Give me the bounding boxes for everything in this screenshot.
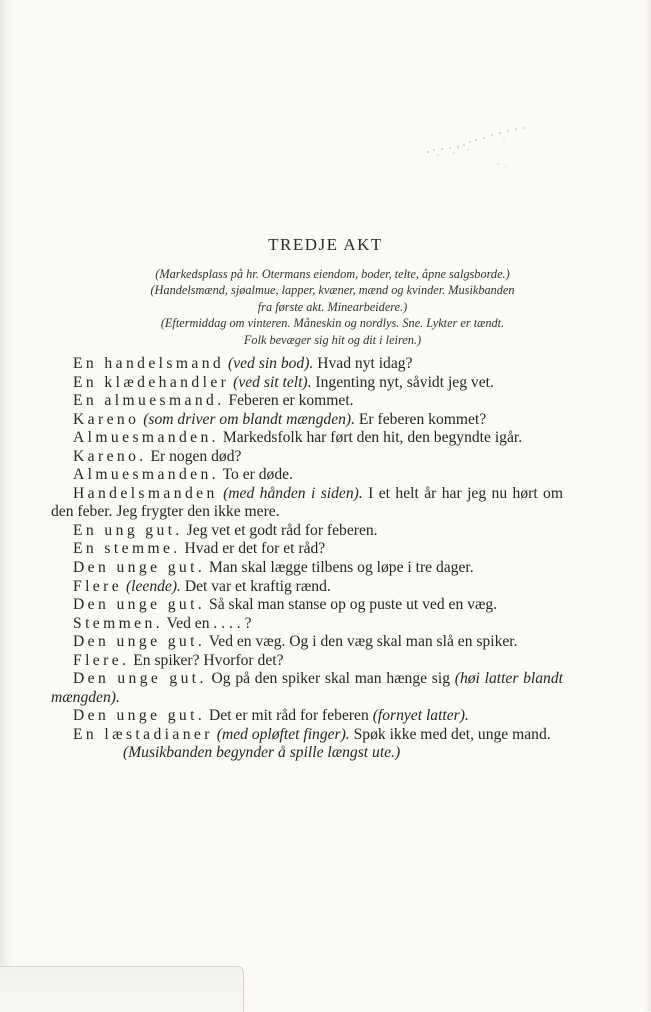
dialogue-line [51, 540, 563, 559]
stage-direction: (høi latter blandt mængden). [51, 670, 563, 706]
dialogue-line [51, 355, 563, 374]
dialogue-line [51, 411, 563, 430]
dialogue-line [51, 392, 563, 411]
line-text: I et helt år har jeg nu hørt om den feber. Jeg frygter den ikke mere. [51, 484, 563, 521]
dialogue-line [51, 578, 563, 597]
speaker: Den unge gut. [73, 707, 206, 725]
line-text: Det var et kraftig rænd. [180, 577, 331, 595]
line-text: Og på den spiker skal man hænge sig [206, 670, 450, 688]
stage-direction: (ved sit telt). [233, 373, 312, 391]
dialogue-line [51, 448, 563, 467]
line-text: Ingenting nyt, såvidt jeg vet. [311, 373, 494, 391]
page-spine-shadow [0, 0, 14, 1011]
speaker: Almuesmanden. [73, 466, 219, 484]
dialogue-line [51, 559, 563, 578]
speaker: Den unge gut. [73, 633, 206, 651]
speaker: En klædehandler [73, 373, 230, 391]
speaker: Kareno. [73, 447, 147, 465]
line-text: Er feberen kommet? [355, 410, 487, 428]
stage-direction: (ved sin bod). [228, 355, 314, 372]
dialogue-line [51, 726, 563, 745]
dialogue-line [51, 466, 563, 485]
dialogue-text [51, 355, 563, 763]
faint-ink-mark [398, 120, 538, 180]
line-text: Feberen er kommet. [224, 392, 354, 410]
speaker: En læstadianer [73, 725, 213, 743]
dialogue-line [51, 652, 563, 671]
speaker: Den unge gut. [73, 559, 206, 577]
stage-direction-line: (Eftermiddag om vinteren. Måneskin og nordlys. Sne. Lykter er tændt. [160, 316, 505, 331]
dialogue-line [51, 429, 563, 448]
dialogue-line [51, 670, 563, 707]
stage-direction: (som driver om blandt mængden). [143, 410, 355, 428]
speaker: En ung gut. [73, 521, 183, 539]
dialogue-line [51, 522, 563, 541]
speaker: Flere. [73, 651, 130, 669]
dialogue-line [51, 707, 563, 726]
line-text: Jeg vet et godt råd for feberen. [182, 521, 378, 539]
line-text: Spøk ikke med det, unge mand. [349, 725, 551, 743]
line-text: Man skal lægge tilbens og løpe i tre dager. [205, 559, 474, 577]
stage-direction: (med opløftet finger). [216, 725, 350, 743]
stage-direction: (fornyet latter). [372, 707, 469, 725]
dialogue-line [51, 374, 563, 393]
stage-directions [40, 266, 625, 348]
line-text: Ved en væg. Og i den væg skal man slå en spiker. [205, 633, 518, 651]
line-text: Det er mit råd for feberen [205, 707, 369, 725]
stage-direction-line: (Handelsmænd, sjøalmue, lapper, kvæner, mænd og kvinder. Musikbanden [150, 283, 515, 298]
stage-direction-line: Folk bevæger sig hit og dit i leiren.) [243, 332, 422, 347]
line-text: Markedsfolk har ført den hit, den begyndte igår. [218, 429, 523, 447]
closing-stage-direction: (Musikbanden begynder å spille længst ute.) [123, 744, 401, 762]
dialogue-line [51, 596, 563, 615]
act-heading: TREDJE AKT [268, 235, 383, 254]
dialogue-line [51, 633, 563, 652]
stage-direction-line: (Markedsplass på hr. Otermans eiendom, boder, telte, åpne salgsborde.) [155, 267, 510, 281]
speaker: En handelsmand [73, 355, 225, 372]
line-text: To er døde. [218, 466, 293, 484]
stage-direction: (leende). [125, 577, 181, 595]
speaker: Handelsmanden [73, 484, 218, 502]
dialogue-line [51, 485, 563, 522]
dialogue-line [51, 615, 563, 634]
line-text: Hvad er det for et råd? [180, 540, 326, 558]
stage-direction-line: fra første akt. Minearbeidere.) [257, 299, 408, 314]
line-text: Så skal man stanse op og puste ut ved en væg. [205, 596, 498, 614]
speaker: Stemmen. [73, 614, 164, 632]
speaker: Kareno [73, 410, 140, 428]
speaker: Flere [73, 577, 123, 595]
speaker: Den unge gut. [73, 670, 207, 688]
speaker: En stemme. [73, 540, 181, 558]
speaker: Almuesmanden. [73, 429, 219, 447]
page-edge-shadow [645, 0, 651, 1011]
speaker: Den unge gut. [73, 596, 206, 614]
stage-direction: (med hånden i siden). [223, 484, 363, 502]
speaker: En almuesmand. [73, 392, 225, 410]
line-text: Ved en . . . . ? [163, 614, 252, 632]
line-text: En spiker? Hvorfor det? [129, 651, 284, 669]
line-text: Er nogen død? [146, 447, 242, 465]
page-corner-tab [0, 966, 244, 1012]
line-text: Hvad nyt idag? [313, 355, 413, 372]
